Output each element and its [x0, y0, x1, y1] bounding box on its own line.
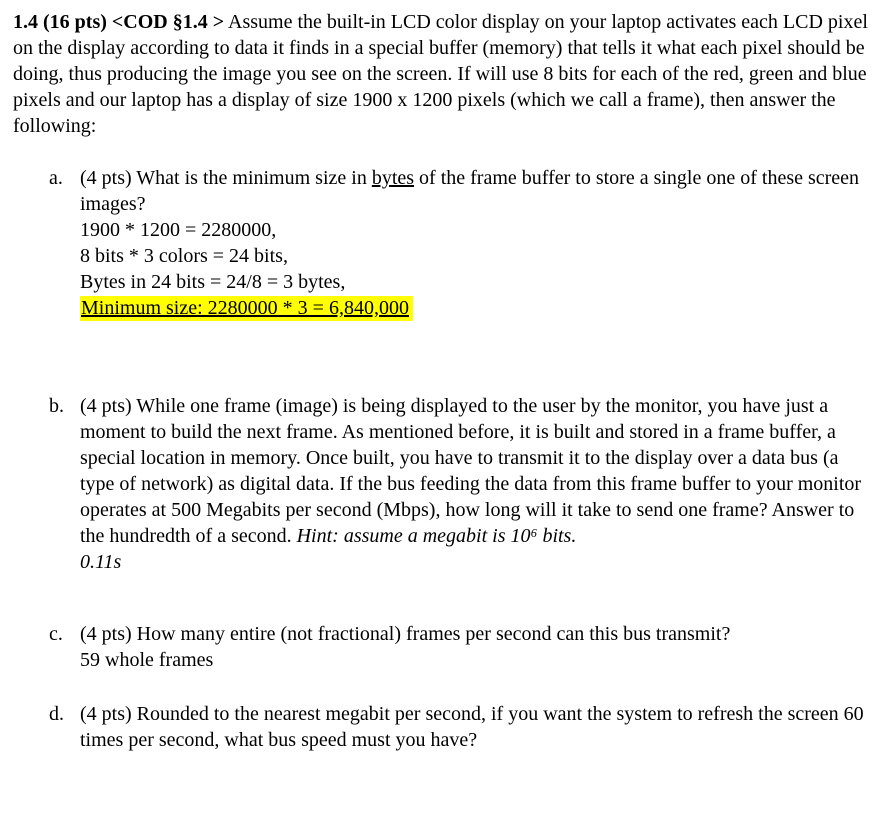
item-a-label: a.	[49, 167, 63, 189]
item-a-work-line-1: 1900 * 1200 = 2280000,	[80, 219, 277, 241]
item-d-content	[80, 701, 868, 753]
item-d-label: d.	[49, 703, 64, 725]
item-c-label: c.	[49, 623, 63, 645]
question-item-a	[49, 165, 868, 321]
item-b-hint: Hint: assume a megabit is 10⁶ bits.	[296, 525, 577, 547]
intro-paragraph	[13, 9, 868, 139]
item-b-content	[80, 393, 868, 575]
question-item-c	[49, 621, 868, 673]
item-a-work-line-2: 8 bits * 3 colors = 24 bits,	[80, 245, 288, 267]
question-item-b	[49, 393, 868, 575]
item-a-question	[80, 165, 868, 217]
item-a-answer-line	[80, 295, 868, 321]
item-b-question-text: (4 pts) While one frame (image) is being displayed to the user by the monitor, you have just a moment to build the next frame. As mentioned before, it is built and stored in a frame buffer, a special location in memory. Once built, you have to transmit it to the display over a data bus (a type of network) as digital data. If the bus feeding the data from this frame buffer to your monitor operates at 500 Megabits per second (Mbps), how long will it take to send one frame? Answer to the hundredth of a second.	[80, 395, 862, 547]
problem-number: 1.4 (16 pts) <COD §1.4 >	[13, 11, 225, 33]
item-b-answer: 0.11s	[80, 551, 122, 573]
item-a-question-underlined-word: bytes	[371, 167, 415, 189]
intro-text: Assume the built-in LCD color display on your laptop activates each LCD pixel on the display according to data it finds in a special buffer (memory) that tells it what each pixel should be doing, thus producing the image you see on the screen. If will use 8 bits for each of the red, green and blue pixels and our laptop has a display of size 1900 x 1200 pixels (which we call a frame), then answer the following:	[13, 11, 868, 137]
item-c-answer: 59 whole frames	[80, 649, 214, 671]
item-a-highlighted-answer: Minimum size: 2280000 * 3 = 6,840,000	[80, 296, 413, 321]
item-a-question-pre: (4 pts) What is the minimum size in	[80, 167, 372, 189]
item-b-label: b.	[49, 395, 64, 417]
item-a-work-line-3: Bytes in 24 bits = 24/8 = 3 bytes,	[80, 271, 346, 293]
question-item-d	[49, 701, 868, 753]
item-c-question: (4 pts) How many entire (not fractional) frames per second can this bus transmit?	[80, 623, 731, 645]
item-a-question-post: of the frame buffer to store a single one of these screen images?	[80, 167, 860, 215]
item-b-question	[80, 393, 868, 549]
item-d-question: (4 pts) Rounded to the nearest megabit per second, if you want the system to refresh the screen 60 times per second, what bus speed must you have?	[80, 703, 864, 751]
item-c-content	[80, 621, 868, 673]
item-a-content	[80, 165, 868, 321]
homework-document	[13, 9, 868, 753]
